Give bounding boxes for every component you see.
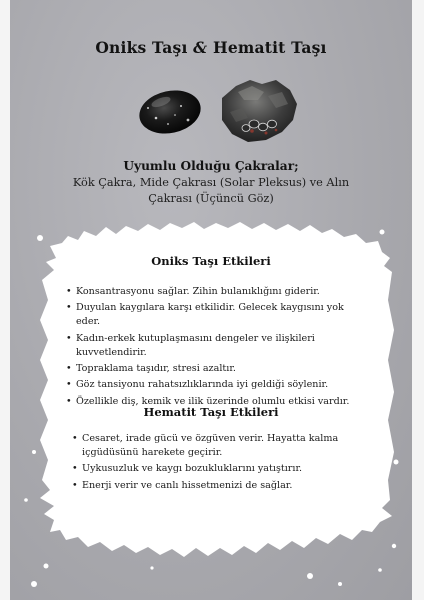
list-item: • Özellikle diş, kemik ve ilik üzerinde olumlu etkisi vardır.: [66, 395, 362, 409]
list-item: • Duyulan kaygılara karşı etkilidir. Gelecek kaygısını yok eder.: [66, 301, 362, 329]
list-item: • Uykusuzluk ve kaygı bozukluklarını yatıştırır.: [72, 462, 362, 476]
onyx-effects-title: Oniks Taşı Etkileri: [151, 254, 271, 268]
info-card: [10, 0, 412, 600]
hematite-effects-list: [72, 432, 362, 495]
list-item: • Kadın-erkek kutuplaşmasını dengeler ve ilişkileri kuvvetlendirir.: [66, 332, 362, 360]
title-ampersand: &: [193, 38, 208, 57]
chakras-text: Kök Çakra, Mide Çakrası (Solar Pleksus) ve Alın Çakrası (Üçüncü Göz): [72, 176, 350, 205]
list-item: • Göz tansiyonu rahatsızlıklarında iyi geldiği söylenir.: [66, 378, 362, 392]
list-item: • Enerji verir ve canlı hissetmenizi de sağlar.: [72, 479, 362, 493]
list-item: • Topraklama taşıdır, stresi azaltır.: [66, 362, 362, 376]
title-onyx: Oniks Taşı: [95, 38, 188, 57]
hematite-effects-title: Hematit Taşı Etkileri: [143, 405, 279, 419]
onyx-effects-list: [66, 285, 362, 411]
title-hematite: Hematit Taşı: [212, 38, 327, 57]
list-item: • Cesaret, irade gücü ve özgüven verir. Hayatta kalma içgüdüsünü harekete geçirir.: [72, 432, 362, 460]
chakras-heading: Uyumlu Olduğu Çakralar;: [123, 159, 299, 173]
list-item: • Konsantrasyonu sağlar. Zihin bulanıklığını giderir.: [66, 285, 362, 299]
